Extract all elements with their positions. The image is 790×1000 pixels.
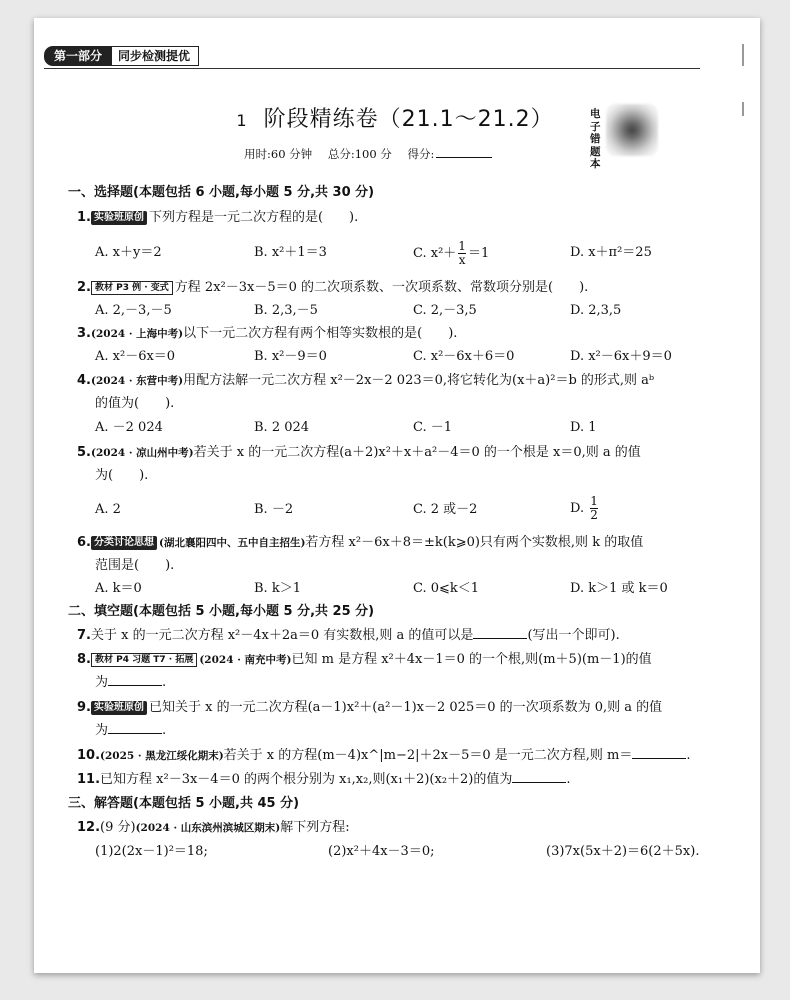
- question-number: 10.: [77, 748, 101, 763]
- sub-question-1: (1)2(2x－1)²＝18;: [95, 844, 208, 859]
- fraction: [458, 240, 466, 267]
- question-points: (9 分): [100, 820, 136, 835]
- question-tail: .: [566, 772, 571, 787]
- question-source: (湖北襄阳四中、五中自主招生): [158, 537, 306, 549]
- option-b: B. 2,3,－5: [254, 303, 318, 318]
- fraction-denominator: 2: [590, 508, 598, 522]
- question-text: 若方程 x²－6x＋8＝±k(k⩾0)只有两个实数根,则 k 的取值: [305, 535, 644, 550]
- question-9-cont: [95, 721, 166, 741]
- paper-number: 1: [236, 111, 248, 130]
- option-d: D. x＋π²＝25: [570, 245, 652, 260]
- question-text: 解下列方程:: [280, 820, 350, 835]
- option-b: B. x²－9＝0: [254, 349, 327, 364]
- option-a: A. 2,－3,－5: [95, 303, 172, 318]
- question-number: 2.: [77, 280, 91, 295]
- time-limit: 用时:60 分钟: [244, 147, 313, 161]
- answer-blank[interactable]: [108, 733, 162, 734]
- question-10: [77, 746, 691, 766]
- question-text: 已知关于 x 的一元二次方程(a－1)x²＋(a²－1)x－2 025＝0 的一次项系数为 0,则 a 的值: [148, 700, 663, 715]
- option-b: B. k＞1: [254, 581, 301, 596]
- question-text: 若关于 x 的方程(m－4)x^|m−2|＋2x－5＝0 是一元二次方程,则 m＝: [223, 748, 633, 763]
- question-8-cont: [95, 673, 166, 693]
- question-number: 8.: [77, 652, 91, 667]
- section-tag-label: 第一部分: [44, 46, 112, 66]
- option-c: C. －1: [413, 420, 453, 435]
- question-3: [77, 324, 457, 344]
- option-b: B. －2: [254, 502, 294, 517]
- question-2: [77, 278, 588, 298]
- section-heading: 三、解答题(本题包括 5 小题,共 45 分): [68, 796, 300, 811]
- exam-meta: [244, 146, 504, 162]
- fraction: [590, 495, 598, 522]
- paper-title: 阶段精练卷（21.1～21.2）: [263, 107, 554, 132]
- option-c: C. 0⩽k＜1: [413, 581, 480, 596]
- question-badge: 分类讨论思想: [91, 536, 157, 550]
- question-badge: 教材 P3 例 · 变式: [91, 281, 173, 295]
- option-a: A. x²－6x＝0: [95, 349, 176, 364]
- option-d: [570, 495, 600, 522]
- question-number: 9.: [77, 700, 91, 715]
- question-tail: .: [162, 723, 167, 738]
- question-text: 用配方法解一元二次方程 x²－2x－2 023＝0,将它转化为(x＋a)²＝b 的形式,则 aᵇ: [183, 373, 655, 388]
- question-source: (2024 · 山东滨州滨城区期末): [135, 822, 281, 834]
- question-text: 关于 x 的一元二次方程 x²－4x＋2a＝0 有实数根,则 a 的值可以是: [90, 628, 474, 643]
- question-badge: 实验班原创: [91, 701, 147, 715]
- section-tag: [44, 46, 199, 66]
- option-a: A. －2 024: [95, 420, 163, 435]
- score-label: 得分:: [407, 147, 435, 161]
- sub-question-3: (3)7x(5x＋2)＝6(2＋5x).: [546, 844, 700, 859]
- question-text: 方程 2x²－3x－5＝0 的二次项系数、一次项系数、常数项分别是( ).: [174, 280, 589, 295]
- score-blank[interactable]: [436, 157, 492, 158]
- question-6: [77, 533, 643, 553]
- answer-blank[interactable]: [108, 685, 162, 686]
- option-d: D. 2,3,5: [570, 303, 622, 318]
- question-text: 已知 m 是方程 x²＋4x－1＝0 的一个根,则(m＋5)(m－1)的值: [291, 652, 652, 667]
- section-heading: 二、填空题(本题包括 5 小题,每小题 5 分,共 25 分): [68, 604, 375, 619]
- question-12: [77, 818, 350, 838]
- option-c-text: C. x²＋: [413, 246, 457, 261]
- question-5-cont: 为( ).: [95, 468, 149, 483]
- question-text: 已知方程 x²－3x－4＝0 的两个根分别为 x₁,x₂,则(x₁＋2)(x₂＋2)的值为: [100, 772, 513, 787]
- option-c: [413, 240, 489, 267]
- sub-question-2: (2)x²＋4x－3＝0;: [328, 844, 435, 859]
- question-text: 为: [95, 723, 109, 738]
- answer-blank[interactable]: [512, 782, 566, 783]
- fraction-numerator: 1: [458, 239, 466, 253]
- fraction-denominator: x: [458, 253, 466, 267]
- question-tail: .: [686, 748, 691, 763]
- question-badge: 实验班原创: [91, 211, 147, 225]
- question-text: 为: [95, 675, 109, 690]
- page-title: [0, 102, 790, 133]
- total-score: 总分:100 分: [327, 147, 392, 161]
- question-number: 5.: [77, 445, 91, 460]
- question-number: 6.: [77, 535, 91, 550]
- question-text: 以下一元二次方程有两个相等实数根的是( ).: [183, 326, 458, 341]
- question-6-cont: 范围是( ).: [95, 558, 175, 573]
- option-d: D. x²－6x＋9＝0: [570, 349, 672, 364]
- question-source: (2024 · 南充中考): [199, 654, 292, 666]
- option-b: B. x²＋1＝3: [254, 245, 327, 260]
- question-8: [77, 650, 652, 670]
- question-5: [77, 443, 641, 463]
- page-edge-mark: [742, 44, 744, 66]
- question-number: 1.: [77, 210, 91, 225]
- qr-code-icon[interactable]: [606, 104, 658, 156]
- question-text: 下列方程是一元二次方程的是( ).: [148, 210, 359, 225]
- option-c: C. x²－6x＋6＝0: [413, 349, 515, 364]
- section-heading: 一、选择题(本题包括 6 小题,每小题 5 分,共 30 分): [68, 185, 375, 200]
- option-d-text: D.: [570, 501, 585, 516]
- question-9: [77, 698, 662, 718]
- question-1: [77, 208, 358, 228]
- option-c: C. 2,－3,5: [413, 303, 477, 318]
- question-4-cont: 的值为( ).: [95, 396, 175, 411]
- question-source: (2024 · 东营中考): [90, 375, 184, 387]
- question-text: 若关于 x 的一元二次方程(a＋2)x²＋x＋a²－4＝0 的一个根是 x＝0,则 a 的值: [193, 445, 641, 460]
- option-c-text: ＝1: [467, 246, 490, 261]
- option-a: A. k＝0: [95, 581, 142, 596]
- option-d: D. 1: [570, 420, 597, 435]
- question-source: (2024 · 上海中考): [90, 328, 184, 340]
- qr-label: 电子错题本: [590, 108, 601, 170]
- question-source: (2025 · 黑龙江绥化期末): [100, 750, 224, 762]
- question-tail: .: [162, 675, 167, 690]
- question-source: (2024 · 凉山州中考): [90, 447, 194, 459]
- option-c: C. 2 或－2: [413, 502, 478, 517]
- answer-blank[interactable]: [473, 638, 527, 639]
- fraction-numerator: 1: [590, 494, 598, 508]
- question-number: 12.: [77, 820, 101, 835]
- question-tail: (写出一个即可).: [527, 628, 620, 643]
- option-b: B. 2 024: [254, 420, 310, 435]
- section-tag-sub: 同步检测提优: [112, 46, 199, 66]
- question-11: [77, 770, 571, 790]
- option-a: A. 2: [95, 502, 121, 517]
- question-4: [77, 371, 654, 391]
- question-badge: 教材 P4 习题 T7 · 拓展: [91, 653, 197, 667]
- option-d: D. k＞1 或 k＝0: [570, 581, 668, 596]
- header-rule: [44, 68, 700, 69]
- answer-blank[interactable]: [632, 758, 686, 759]
- option-a: A. x＋y＝2: [95, 245, 162, 260]
- question-number: 4.: [77, 373, 91, 388]
- question-number: 11.: [77, 772, 101, 787]
- question-number: 7.: [77, 628, 91, 643]
- question-7: [77, 626, 620, 646]
- question-number: 3.: [77, 326, 91, 341]
